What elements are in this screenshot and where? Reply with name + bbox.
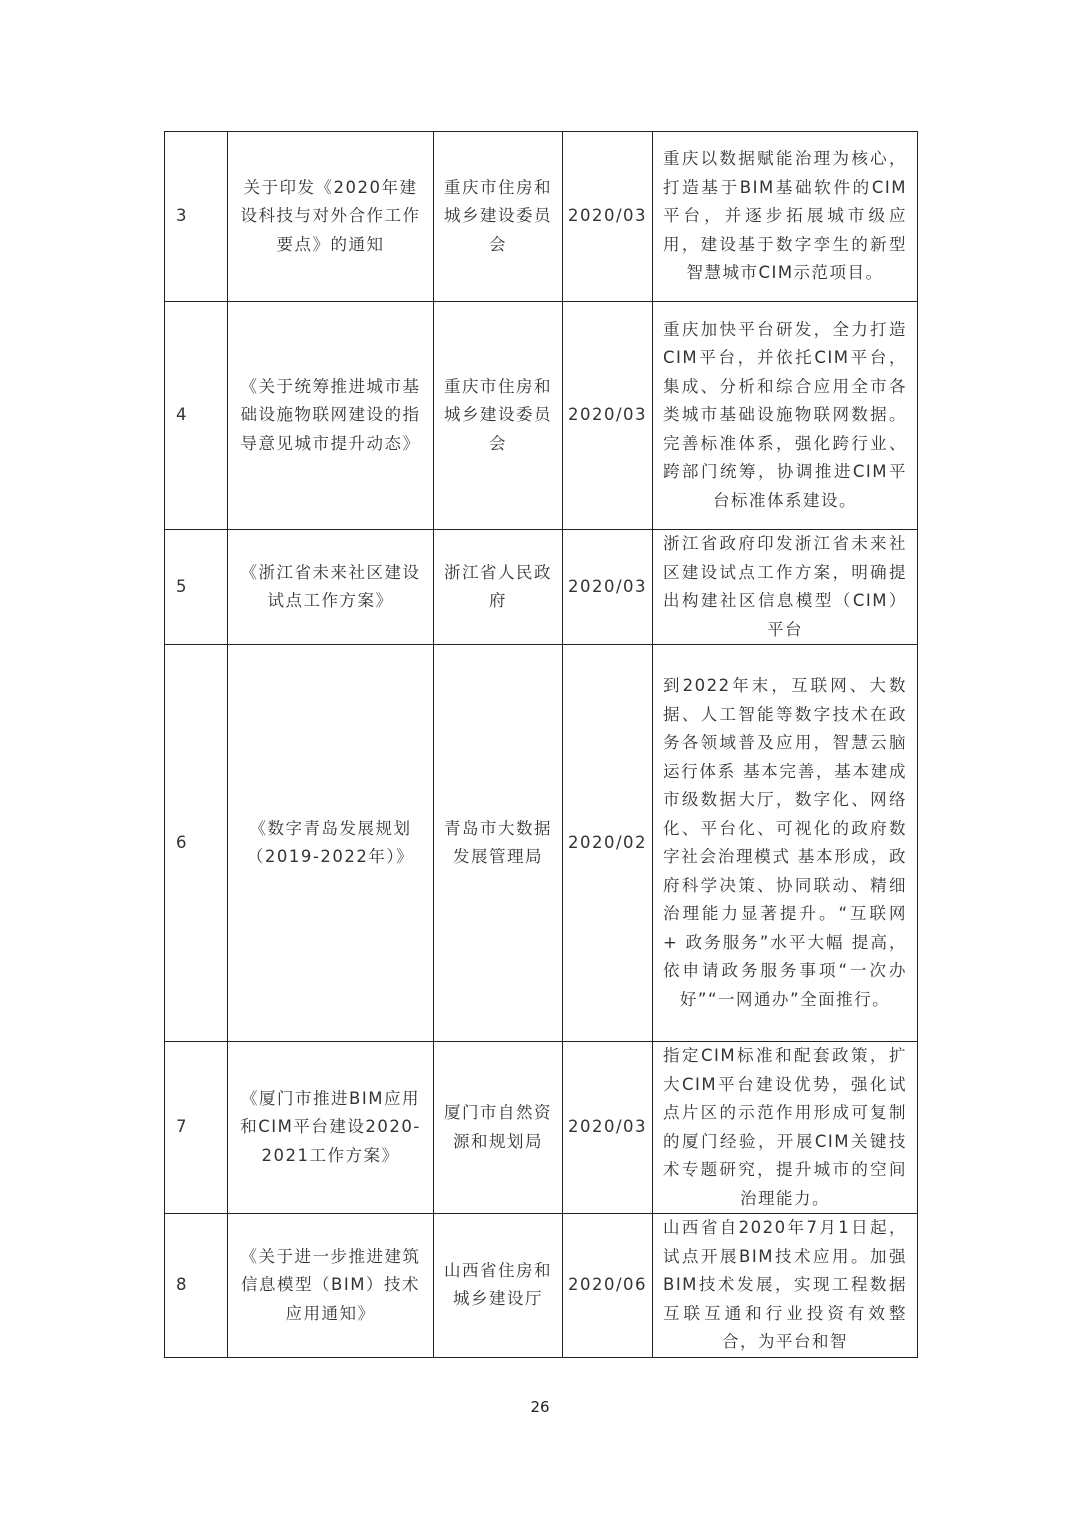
policy-description-cell: [653, 302, 918, 530]
policy-description-cell: [653, 1214, 918, 1358]
row-number: 4: [165, 302, 228, 530]
row-number: 7: [165, 1042, 228, 1214]
policy-description: 山西省自2020年7月1日起，试点开展BIM技术应用。加强BIM技术发展，实现工程数据互联互通和行业投资有效整合，为平台和智: [663, 1218, 907, 1351]
issuing-agency: 山西省住房和城乡建设厅: [434, 1214, 563, 1358]
issuing-agency: 浙江省人民政府: [434, 530, 563, 645]
policy-title: 《数字青岛发展规划（2019-2022年）》: [228, 645, 434, 1042]
row-number: 3: [165, 132, 228, 302]
row-number: 6: [165, 645, 228, 1042]
policy-description: 到2022年末，互联网、大数据、人工智能等数字技术在政务各领域普及应用，智慧云脑运行体系 基本完善，基本建成市级数据大厅，数字化、网络化、平台化、可视化的政府数字社会治理模式 基本形成，政府科学决策、协同联动、精细治理能力显著提升。“互联网 + 政务服务”水平大幅 提高，依申请政务服务事项“一次办好”“一网通办”全面推行。: [663, 676, 907, 1009]
issue-date: 2020/03: [563, 302, 653, 530]
issuing-agency: 青岛市大数据发展管理局: [434, 645, 563, 1042]
issue-date: 2020/03: [563, 132, 653, 302]
policy-description: 浙江省政府印发浙江省未来社区建设试点工作方案，明确提出构建社区信息模型（CIM）平台: [663, 534, 907, 639]
policy-title: 《厦门市推进BIM应用和CIM平台建设2020-2021工作方案》: [228, 1042, 434, 1214]
table-row: [165, 1214, 918, 1358]
issue-date: 2020/06: [563, 1214, 653, 1358]
table-row: [165, 132, 918, 302]
issuing-agency: 厦门市自然资源和规划局: [434, 1042, 563, 1214]
table-row: [165, 645, 918, 1042]
issue-date: 2020/02: [563, 645, 653, 1042]
policy-title: 《关于统筹推进城市基础设施物联网建设的指导意见城市提升动态》: [228, 302, 434, 530]
policy-description: 指定CIM标准和配套政策，扩大CIM平台建设优势，强化试点片区的示范作用形成可复制的厦门经验，开展CIM关键技术专题研究，提升城市的空间治理能力。: [663, 1046, 907, 1208]
row-number: 8: [165, 1214, 228, 1358]
issuing-agency: 重庆市住房和城乡建设委员会: [434, 302, 563, 530]
policy-title: 关于印发《2020年建设科技与对外合作工作要点》的通知: [228, 132, 434, 302]
policy-description: 重庆以数据赋能治理为核心，打造基于BIM基础软件的CIM平台，并逐步拓展城市级应用，建设基于数字孪生的新型智慧城市CIM示范项目。: [663, 149, 907, 283]
issuing-agency: 重庆市住房和城乡建设委员会: [434, 132, 563, 302]
policy-description-cell: [653, 645, 918, 1042]
row-number: 5: [165, 530, 228, 645]
policy-description-cell: [653, 530, 918, 645]
policy-description-cell: [653, 1042, 918, 1214]
policy-description: 重庆加快平台研发，全力打造CIM平台，并依托CIM平台，集成、分析和综合应用全市各类城市基础设施物联网数据。完善标准体系，强化跨行业、跨部门统筹，协调推进CIM平台标准体系建设。: [663, 319, 907, 510]
table-row: [165, 530, 918, 645]
policy-title: 《关于进一步推进建筑信息模型（BIM）技术应用通知》: [228, 1214, 434, 1358]
table-row: [165, 1042, 918, 1214]
page-number: 26: [530, 1398, 550, 1416]
policy-description-cell: [653, 132, 918, 302]
issue-date: 2020/03: [563, 1042, 653, 1214]
policy-table: [164, 131, 918, 1358]
issue-date: 2020/03: [563, 530, 653, 645]
table-row: [165, 302, 918, 530]
policy-title: 《浙江省未来社区建设试点工作方案》: [228, 530, 434, 645]
